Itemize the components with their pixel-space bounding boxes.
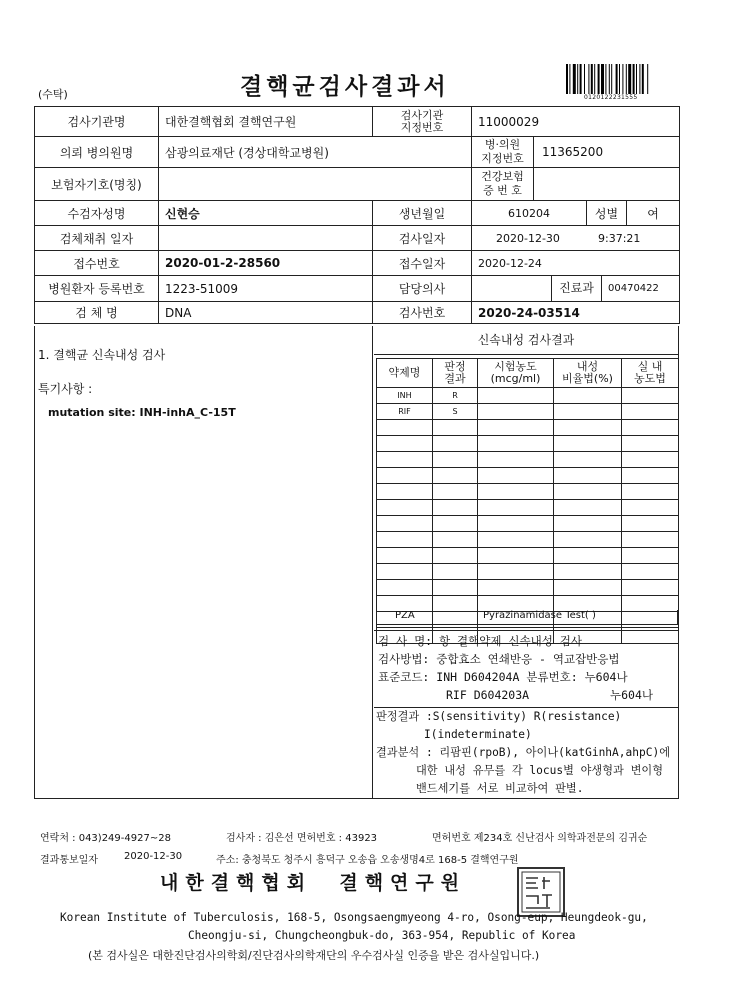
susceptibility-row: [377, 500, 679, 516]
pza-value: Pyrazinamidase Test( ): [483, 610, 596, 621]
barcode-bar: [633, 64, 635, 94]
empty-cell: [478, 532, 554, 548]
empty-cell: [433, 548, 478, 564]
empty-cell: [554, 516, 622, 532]
department-value: 00470422: [608, 283, 659, 294]
collection-value: [159, 226, 373, 251]
empty-cell: [554, 436, 622, 452]
col-ratio: 내성 비율법(%): [554, 359, 622, 388]
empty-cell: [478, 420, 554, 436]
empty-cell: [377, 468, 433, 484]
empty-cell: [554, 532, 622, 548]
patient-label: 수검자성명: [35, 201, 159, 226]
empty-cell: [554, 484, 622, 500]
hospital-patient-value: 1223-51009: [159, 276, 373, 302]
col-resistance: 실 내 농도법: [622, 359, 679, 388]
org-name-en-1: Korean Institute of Tuberculosis, 168-5, Osongsaengmyeong 4-ro, Osong-eup, Heungdeok-gu,: [60, 911, 648, 924]
pza-label: PZA: [395, 610, 415, 621]
empty-cell: [478, 388, 554, 404]
empty-cell: [478, 500, 554, 516]
empty-cell: [478, 484, 554, 500]
susceptibility-row: [377, 388, 679, 404]
doctor-value: [472, 276, 552, 301]
mutation-site: mutation site: INH-inhA_C-15T: [48, 406, 236, 419]
inst-code-label: 검사기관 지정번호: [373, 107, 472, 137]
empty-cell: [377, 420, 433, 436]
empty-cell: [377, 532, 433, 548]
barcode-graphic: [566, 64, 678, 94]
barcode-number: 0120122231555: [584, 94, 638, 101]
empty-cell: [377, 516, 433, 532]
empty-cell: [554, 404, 622, 420]
barcode-bar: [591, 64, 593, 94]
institution-label: 검사기관명: [35, 107, 159, 137]
insurer-value: [159, 168, 472, 201]
method-line-3: 표준코드: INH D604204A 분류번호: 누604나: [378, 670, 628, 684]
empty-cell: [554, 500, 622, 516]
patient-value: 신현승: [159, 201, 373, 226]
insurance-label: 건강보험 증 번 호: [472, 168, 534, 200]
notice-date-value: 2020-12-30: [124, 851, 183, 862]
empty-cell: [433, 564, 478, 580]
empty-cell: [478, 468, 554, 484]
empty-cell: [433, 532, 478, 548]
interp-line-4: 대한 내성 유무를 각 locus별 야생형과 변이형: [416, 764, 664, 777]
empty-cell: [478, 436, 554, 452]
interp-line-1: 판정결과 :S(sensitivity) R(resistance): [376, 710, 622, 723]
birth-label: 생년월일: [373, 201, 472, 226]
barcode-bar: [642, 64, 644, 94]
susceptibility-row: [377, 516, 679, 532]
collection-label: 검체채취 일자: [35, 226, 159, 251]
insurance-cell: [472, 168, 680, 201]
empty-cell: [433, 516, 478, 532]
empty-cell: [377, 548, 433, 564]
footer-examiner: 검사자 : 김은선 면허번호 : 43923: [226, 833, 378, 844]
susceptibility-row: [377, 452, 679, 468]
empty-cell: [433, 580, 478, 596]
empty-cell: [554, 548, 622, 564]
hospital-label: 의뢰 병의원명: [35, 137, 159, 168]
interp-line-5: 밴드세기를 서로 비교하여 판별.: [416, 782, 584, 795]
insurer-label: 보험자기호(명칭): [35, 168, 159, 201]
footer-address: 주소: 충청북도 청주시 흥덕구 오송읍 오송생명4로 168-5 결핵연구원: [216, 855, 519, 866]
org-name-kr: 내한결핵협회 결핵연구원: [160, 872, 467, 894]
hospital-code-cell: [472, 137, 680, 168]
empty-cell: [554, 388, 622, 404]
method-box: [374, 630, 678, 708]
sex-label: 성별: [587, 201, 627, 226]
susceptibility-row: [377, 420, 679, 436]
department-label: 진료과: [552, 276, 602, 301]
empty-cell: [377, 484, 433, 500]
receipt-date-value: 2020-12-24: [472, 251, 680, 276]
notice-date-label: 결과통보일자: [40, 855, 98, 866]
empty-cell: [622, 452, 679, 468]
method-line-1: 검 사 명: 항 결핵약제 신속내성 검사: [378, 634, 582, 648]
empty-cell: [478, 516, 554, 532]
empty-cell: [554, 564, 622, 580]
hospital-code-value: 11365200: [542, 145, 604, 159]
empty-cell: [433, 452, 478, 468]
method-line-4b: 누604나: [610, 688, 653, 702]
institution-value: 대한결핵협회 결핵연구원: [159, 107, 373, 137]
barcode-bar: [594, 64, 595, 94]
test-no-label: 검사번호: [373, 302, 472, 324]
interp-line-2: I(indeterminate): [424, 728, 532, 741]
col-concentration: 시험농도 (mcg/ml): [478, 359, 554, 388]
empty-cell: [478, 580, 554, 596]
barcode-bar: [573, 64, 576, 94]
barcode-bar: [619, 64, 620, 94]
empty-cell: [554, 468, 622, 484]
susceptibility-title: 신속내성 검사결과: [374, 327, 678, 355]
empty-cell: [433, 436, 478, 452]
empty-cell: [622, 580, 679, 596]
susceptibility-row: [377, 532, 679, 548]
birth-value: 610204: [472, 201, 587, 226]
barcode-bar: [598, 64, 600, 94]
empty-cell: [377, 564, 433, 580]
drug-name: RIF: [377, 404, 433, 420]
empty-cell: [377, 452, 433, 468]
barcode-bar: [566, 64, 568, 94]
susceptibility-row: [377, 404, 679, 420]
sex-value: 여: [627, 201, 680, 226]
info-grid: [34, 106, 680, 324]
inst-code-value: 11000029: [472, 107, 680, 137]
barcode-bar: [628, 64, 631, 94]
barcode-bar: [647, 64, 648, 94]
test-date-value: 2020-12-30 9:37:21: [472, 226, 680, 251]
susceptibility-row: [377, 548, 679, 564]
col-drug: 약제명: [377, 359, 433, 388]
empty-cell: [622, 532, 679, 548]
barcode-bar: [584, 64, 585, 94]
empty-cell: [478, 404, 554, 420]
frame-divider: [372, 326, 373, 798]
empty-cell: [622, 420, 679, 436]
doctor-cell: [472, 276, 680, 302]
barcode-bar: [639, 64, 640, 94]
empty-cell: [622, 564, 679, 580]
barcode-bar: [636, 64, 637, 94]
hospital-patient-label: 병원환자 등록번호: [35, 276, 159, 302]
empty-cell: [622, 436, 679, 452]
certification-note: (본 검사실은 대한진단검사의학회/진단검사의학재단의 우수검사실 인증을 받은 검사실입니다.): [88, 949, 540, 962]
empty-cell: [554, 452, 622, 468]
susceptibility-row: [377, 468, 679, 484]
barcode-bar: [569, 64, 570, 94]
empty-cell: [554, 580, 622, 596]
empty-cell: [478, 564, 554, 580]
empty-cell: [554, 420, 622, 436]
empty-cell: [478, 548, 554, 564]
empty-cell: [622, 468, 679, 484]
receipt-date-label: 접수일자: [373, 251, 472, 276]
barcode-bar: [611, 64, 612, 94]
interpretation-box: [376, 708, 676, 798]
test-no-value: 2020-24-03514: [472, 302, 680, 324]
footer-license: 면허번호 제234호 신난검사 의학과전문의 김귀순: [432, 833, 648, 844]
test-time-value: 9:37:21: [598, 231, 641, 245]
receipt-no-label: 접수번호: [35, 251, 159, 276]
empty-cell: [622, 404, 679, 420]
method-line-4: RIF D604203A: [446, 688, 530, 702]
barcode-bar: [622, 64, 623, 94]
susceptibility-table: [376, 358, 679, 644]
empty-cell: [622, 500, 679, 516]
empty-cell: [377, 500, 433, 516]
drug-result: S: [433, 404, 478, 420]
col-result: 판정 결과: [433, 359, 478, 388]
remarks-label: 특기사항 :: [38, 382, 93, 396]
barcode: [566, 64, 678, 94]
receipt-no-value: 2020-01-2-28560: [159, 251, 373, 276]
test-name: 1. 결핵균 신속내성 검사: [38, 348, 166, 362]
barcode-bar: [577, 64, 578, 94]
susceptibility-row: [377, 580, 679, 596]
barcode-bar: [588, 64, 589, 94]
empty-cell: [622, 516, 679, 532]
empty-cell: [377, 580, 433, 596]
receipt-type-label: (수탁): [38, 88, 68, 101]
drug-result: R: [433, 388, 478, 404]
empty-cell: [622, 548, 679, 564]
susceptibility-row: [377, 484, 679, 500]
barcode-bar: [601, 64, 604, 94]
frame-left: [34, 326, 35, 798]
frame-bottom: [34, 798, 679, 799]
footer-phone: 연락처 : 043)249-4927~28: [40, 833, 171, 844]
pza-row: [376, 610, 678, 625]
empty-cell: [433, 468, 478, 484]
barcode-bar: [616, 64, 618, 94]
specimen-label: 검 체 명: [35, 302, 159, 324]
barcode-bar: [605, 64, 606, 94]
org-name-en-2: Cheongju-si, Chungcheongbuk-do, 363-954, Republic of Korea: [188, 929, 576, 942]
barcode-bar: [609, 64, 610, 94]
susceptibility-row: [377, 564, 679, 580]
empty-cell: [622, 388, 679, 404]
empty-cell: [478, 452, 554, 468]
method-line-2: 검사방법: 중합효소 연쇄반응 - 역교잡반응법: [378, 652, 620, 666]
hospital-value: 삼광의료재단 (경상대학교병원): [159, 137, 472, 168]
test-date-label: 검사일자: [373, 226, 472, 251]
page-title: 결핵균검사결과서: [240, 74, 450, 100]
doctor-label: 담당의사: [373, 276, 472, 302]
empty-cell: [622, 484, 679, 500]
barcode-bar: [580, 64, 582, 94]
specimen-value: DNA: [159, 302, 373, 324]
empty-cell: [433, 500, 478, 516]
susceptibility-row: [377, 436, 679, 452]
barcode-bar: [626, 64, 627, 94]
empty-cell: [377, 436, 433, 452]
hospital-code-label: 병·의원 지정번호: [472, 137, 534, 167]
interp-line-3: 결과분석 : 리팜핀(rpoB), 아이나(katGinhA,ahpC)에: [376, 746, 671, 759]
drug-name: INH: [377, 388, 433, 404]
empty-cell: [433, 484, 478, 500]
empty-cell: [433, 420, 478, 436]
